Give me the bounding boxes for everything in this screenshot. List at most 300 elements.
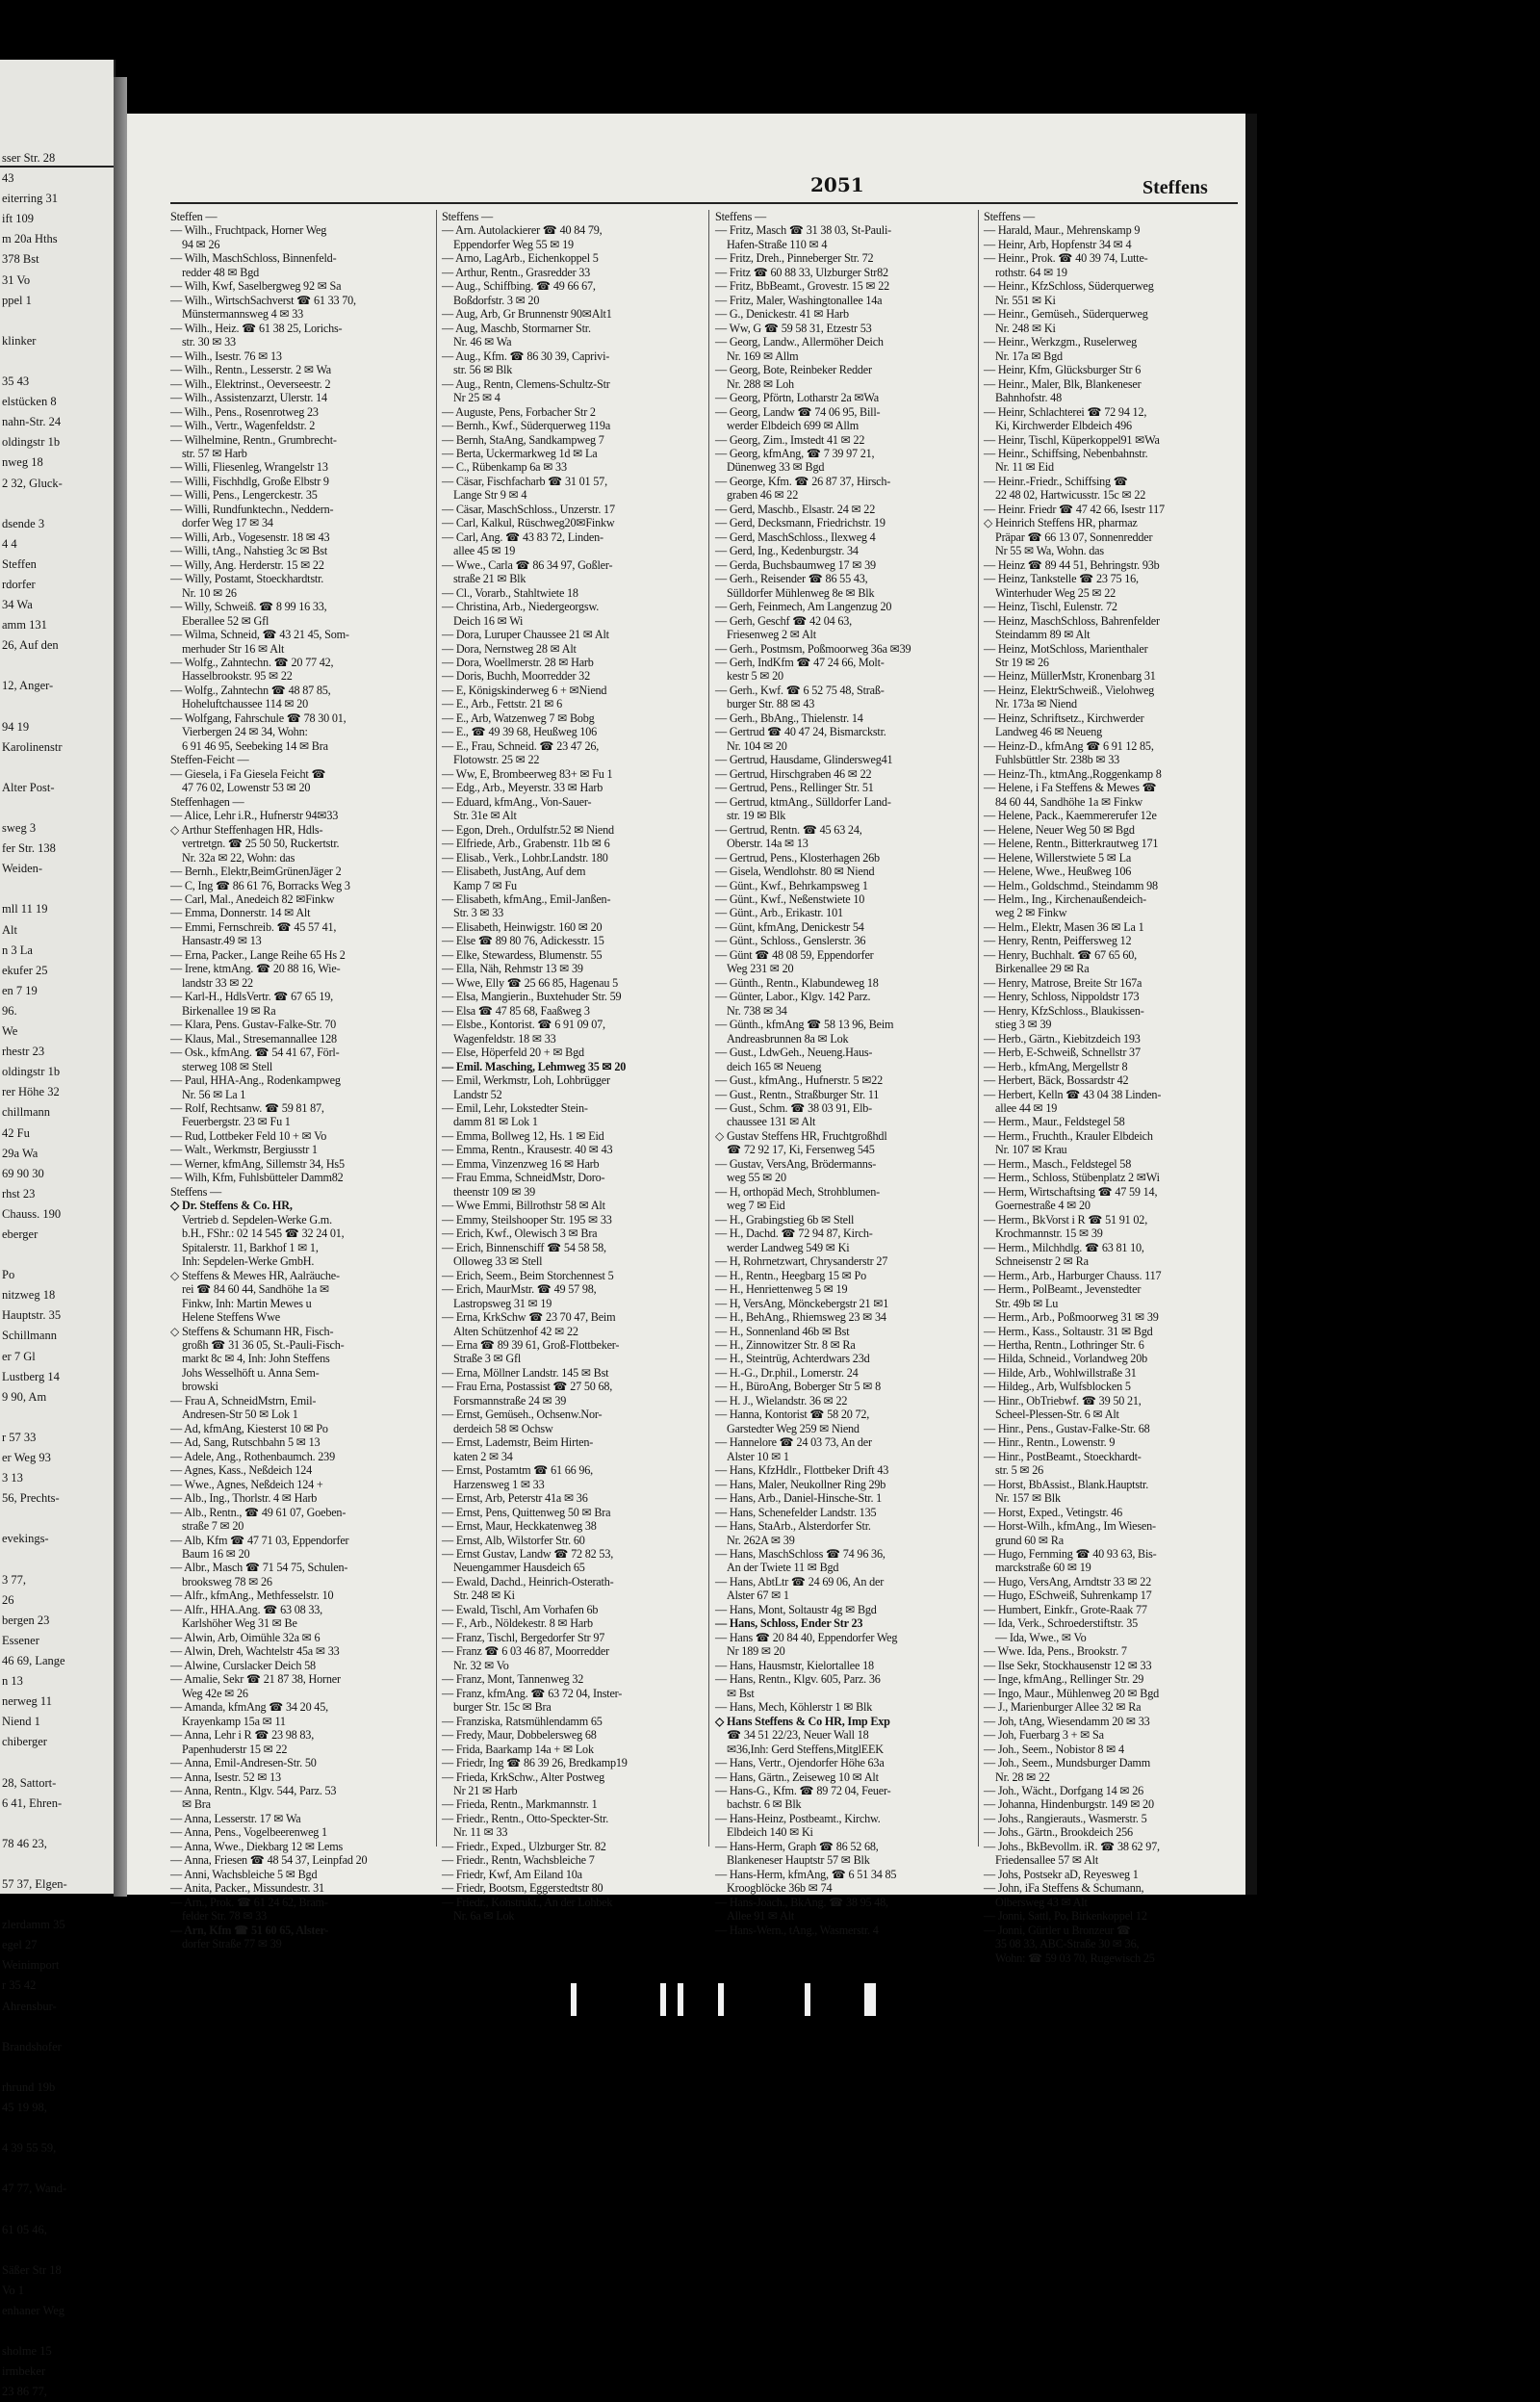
- directory-entry-line: — Eduard, kfmAng., Von-Sauer-: [442, 794, 592, 809]
- directory-entry-line: Kroogblöcke 36b ✉ 74: [727, 1881, 833, 1896]
- directory-entry-line: — Ernst, Lademstr, Beim Hirten-: [442, 1435, 594, 1450]
- directory-entry-line: — H, orthopäd Mech, Strohblumen-: [715, 1184, 880, 1199]
- left-fragment-line: [0, 1854, 67, 1874]
- left-fragment-line: [0, 798, 67, 818]
- left-fragment-line: [0, 1549, 67, 1569]
- directory-entry-line: — George, Kfm. ☎ 26 87 37, Hirsch-: [715, 474, 891, 488]
- left-page-fragment: [0, 60, 116, 2399]
- directory-entry-line: — Gerh., BbAng., Thielenstr. 14: [715, 710, 863, 725]
- left-fragment-line: ekufer 25: [2, 963, 48, 977]
- directory-entry-line: Nr 25 ✉ 4: [453, 391, 500, 405]
- directory-entry-line: Alten Schützenhof 42 ✉ 22: [453, 1324, 578, 1338]
- section-heading: Steffenhagen —: [170, 794, 244, 809]
- directory-entry-line: — Willi, Fliesenleg, Wrangelstr 13: [170, 460, 328, 475]
- directory-entry-line: burger Str. 88 ✉ 43: [727, 697, 815, 711]
- directory-entry-line: — Inge, kfmAng., Rellinger Str. 29: [984, 1672, 1144, 1687]
- section-heading: Steffens —: [984, 210, 1035, 223]
- directory-entry-line: — Heinz ☎ 89 44 51, Behringstr. 93b: [984, 557, 1160, 572]
- left-fragment-line: Ahrensbur-: [2, 1999, 57, 2013]
- left-fragment-line: 42 Fu: [2, 1125, 30, 1140]
- directory-entry-line: 94 ✉ 26: [182, 237, 220, 251]
- directory-entry-line: Schneisenstr 2 ✉ Ra: [995, 1254, 1089, 1269]
- directory-entry-line: — Erna, Möllner Landstr. 145 ✉ Bst: [442, 1365, 609, 1380]
- left-fragment-line: 69 90 30: [2, 1166, 44, 1180]
- directory-entry-line: — H., Sonnenland 46b ✉ Bst: [715, 1324, 850, 1338]
- directory-entry-line: — Günth., kfmAng ☎ 58 13 96, Beim: [715, 1018, 894, 1032]
- directory-entry-line: — H, VersAng, Mönckebergstr 21 ✉1: [715, 1296, 889, 1310]
- left-fragment-line: 61 05 46,: [2, 2222, 47, 2236]
- directory-entry-line: Nr 189 ✉ 20: [727, 1644, 785, 1659]
- directory-entry-line: — Helm., Goldschmd., Steindamm 98: [984, 878, 1158, 892]
- directory-entry-line: — Anna, Emil-Andresen-Str. 50: [170, 1756, 317, 1770]
- directory-entry-line: Dünenweg 33 ✉ Bgd: [727, 460, 825, 475]
- directory-entry-line: — Heinr., Werkzgm., Ruselerweg: [984, 335, 1137, 349]
- left-fragment-line: [0, 311, 67, 331]
- directory-entry-line: — Hans-Wern., tAng., Wasmerstr. 4: [715, 1923, 879, 1937]
- directory-entry-line: — Bernh., Elektr,BeimGrünenJäger 2: [170, 865, 342, 879]
- directory-entry-line: Feuerbergstr. 23 ✉ Fu 1: [182, 1115, 291, 1129]
- directory-entry-line: Wohn: ☎ 59 03 70, Rugewisch 25: [995, 1950, 1155, 1965]
- directory-entry-line: — Ww, G ☎ 59 58 31, Etzestr 53: [715, 321, 872, 335]
- directory-entry-line: Nr. 32 ✉ Vo: [453, 1658, 509, 1672]
- directory-entry-line: — Wilma, Schneid, ☎ 43 21 45, Som-: [170, 628, 349, 642]
- directory-entry-line: deich 165 ✉ Neueng: [727, 1059, 822, 1073]
- directory-entry-line: theenstr 109 ✉ 39: [453, 1184, 536, 1199]
- directory-column-2: [442, 210, 704, 1924]
- left-fragment-line: [0, 758, 67, 778]
- directory-entry-line: — G., Denickestr. 41 ✉ Harb: [715, 307, 849, 322]
- left-fragment-line: 29a Wa: [2, 1146, 38, 1160]
- directory-entry-line: — H., Rentn., Heegbarg 15 ✉ Po: [715, 1268, 866, 1282]
- directory-entry-line: — Gisela, Wendlohstr. 80 ✉ Niend: [715, 865, 875, 879]
- directory-entry-line: — Hans-Joach., BkAng. ☎ 38 95 48,: [715, 1895, 888, 1909]
- directory-entry-line: — Günt., Kwf., Neßenstwiete 10: [715, 891, 865, 906]
- left-fragment-line: [0, 2321, 67, 2341]
- directory-entry-line: — Gust., kfmAng., Hufnerstr. 5 ✉22: [715, 1073, 884, 1088]
- directory-entry-line: Deich 16 ✉ Wi: [453, 613, 524, 628]
- directory-entry-line: — Willi, Arb., Vogesenstr. 18 ✉ 43: [170, 529, 330, 544]
- directory-entry-line: katen 2 ✉ 34: [453, 1449, 513, 1463]
- scan-edge: [1245, 114, 1257, 1895]
- directory-entry-line: — Erich, Kwf., Olewisch 3 ✉ Bra: [442, 1227, 598, 1241]
- directory-entry-line: — Willi, Pens., Lengerckestr. 35: [170, 488, 318, 503]
- directory-entry-line: — Jonni, Gürtler u Bronzeur ☎: [984, 1923, 1131, 1937]
- directory-entry-line: — Ernst, Postamtm ☎ 61 66 96,: [442, 1463, 593, 1478]
- directory-entry-line: — Paul, HHA-Ang., Rodenkampweg: [170, 1073, 341, 1088]
- directory-entry-line: — Herb., kfmAng, Mergellstr 8: [984, 1059, 1128, 1073]
- directory-entry-line: — Dora, Nernstweg 28 ✉ Alt: [442, 641, 577, 656]
- running-head: Steffens: [1142, 177, 1208, 198]
- directory-entry-line: — Gerd, MaschSchloss., Ilexweg 4: [715, 529, 876, 544]
- directory-entry-line: Landstr 52: [453, 1087, 502, 1101]
- left-fragment-line: 94 19: [2, 719, 30, 734]
- directory-entry-line: Papenhuderstr 15 ✉ 22: [182, 1742, 288, 1756]
- directory-entry-line: Hasselbrookstr. 95 ✉ 22: [182, 669, 293, 684]
- directory-entry-line: — Aug., Kfm. ☎ 86 30 39, Caprivi-: [442, 349, 610, 363]
- directory-entry-line: — Hans-G., Kfm. ☎ 89 72 04, Feuer-: [715, 1783, 891, 1797]
- directory-entry-line: — Günt., Kwf., Behrkampsweg 1: [715, 878, 868, 892]
- directory-entry-line: — E, Königskinderweg 6 + ✉Niend: [442, 683, 607, 697]
- directory-entry-line: Karlshöher Weg 31 ✉ Be: [182, 1616, 297, 1631]
- directory-entry-line: — Giesela, i Fa Giesela Feicht ☎: [170, 766, 326, 781]
- directory-entry-line: — Aug., Schiffbing. ☎ 49 66 67,: [442, 279, 596, 294]
- directory-entry-line: sterweg 108 ✉ Stell: [182, 1059, 273, 1073]
- directory-entry-line: Fuhlsbüttler Str. 238b ✉ 33: [995, 753, 1120, 767]
- left-fragment-line: Säßer Str 18: [2, 2262, 62, 2277]
- directory-entry-line: — J., Marienburger Allee 32 ✉ Ra: [984, 1700, 1142, 1715]
- left-fragment-line: rhestr 23: [2, 1045, 45, 1059]
- left-fragment-line: Steffen: [2, 556, 37, 571]
- directory-entry-line: — Herm., Arb., Harburger Chauss. 117: [984, 1268, 1162, 1282]
- directory-entry-line: — Gertrud, Rentn. ☎ 45 63 24,: [715, 822, 862, 837]
- directory-entry-line: — Herm., Kass., Soltaustr. 31 ✉ Bgd: [984, 1324, 1153, 1338]
- directory-entry-line: — Friedr, Kwf, Am Eiland 10a: [442, 1867, 582, 1881]
- directory-entry-line: — Herm., Masch., Feldstegel 58: [984, 1156, 1132, 1171]
- directory-entry-line: — Frida, Baarkamp 14a + ✉ Lok: [442, 1742, 594, 1756]
- directory-entry-line: graben 46 ✉ 22: [727, 488, 799, 503]
- directory-entry-line: Flotowstr. 25 ✉ 22: [453, 753, 540, 767]
- scanner-mark: [718, 1983, 724, 2016]
- directory-entry-line: ◇ Hans Steffens & Co HR, Imp Exp: [715, 1714, 890, 1728]
- directory-entry-line: allee 44 ✉ 19: [995, 1101, 1058, 1115]
- directory-entry-line: b.H., FShr.: 02 14 545 ☎ 32 24 01,: [182, 1227, 345, 1241]
- left-fragment-line: [0, 1752, 67, 1772]
- directory-entry-line: ☎ 34 51 22/23, Neuer Wall 18: [727, 1728, 869, 1743]
- directory-entry-line: — Joh., Seem., Mundsburger Damm: [984, 1756, 1150, 1770]
- directory-entry-line: — Wolfg., Zahntechn ☎ 48 87 85,: [170, 683, 331, 697]
- directory-entry-line: — Elsbe., Kontorist. ☎ 6 91 09 07,: [442, 1018, 605, 1032]
- directory-entry-line: Präpar ☎ 66 13 07, Sonnenredder: [995, 529, 1153, 544]
- directory-entry-line: Andresen-Str 50 ✉ Lok 1: [182, 1408, 298, 1422]
- directory-entry-line: — Berta, Uckermarkweg 1d ✉ La: [442, 446, 598, 460]
- left-fragment-line: 4 4: [2, 536, 17, 551]
- directory-entry-line: — Herm., Arb., Poßmoorweg 31 ✉ 39: [984, 1310, 1159, 1325]
- directory-entry-line: ◇ Steffens & Mewes HR, Aalräuche-: [170, 1268, 340, 1282]
- left-fragment-line: eberger: [2, 1227, 38, 1241]
- directory-entry-line: Landweg 46 ✉ Neueng: [995, 725, 1102, 739]
- left-fragment-line: 35 43: [2, 375, 30, 389]
- directory-entry-line: — Emma, Vinzenzweg 16 ✉ Harb: [442, 1156, 600, 1171]
- directory-entry-line: — Alfr., kfmAng., Methfesselstr. 10: [170, 1588, 334, 1603]
- directory-entry-line: — Gerh., Postmsm, Poßmoorweg 36a ✉39: [715, 641, 911, 656]
- directory-entry-line: — Hans, StaArb., Alsterdorfer Str.: [715, 1519, 871, 1534]
- directory-entry-line: — Franz, Mont, Tannenweg 32: [442, 1672, 584, 1687]
- left-fragment-line: Karolinenstr: [2, 739, 63, 754]
- directory-entry-line: Birkenallee 19 ✉ Ra: [182, 1003, 276, 1018]
- directory-entry-line: — Anita, Packer., Missundestr. 31: [170, 1881, 324, 1896]
- directory-entry-line: Alster 10 ✉ 1: [727, 1449, 789, 1463]
- section-heading: Steffens —: [170, 1184, 221, 1199]
- left-fragment-line: elstücken 8: [2, 395, 57, 409]
- directory-entry-line: — Georg, Landw., Allermöher Deich: [715, 335, 884, 349]
- directory-entry-line: — Edg., Arb., Meyerstr. 33 ✉ Harb: [442, 781, 603, 795]
- directory-entry-line: — Franz, Tischl, Bergedorfer Str 97: [442, 1630, 605, 1644]
- directory-entry-line: — Carl, Mal., Anedeich 82 ✉Finkw: [170, 891, 335, 906]
- left-fragment-line: [0, 2118, 67, 2138]
- directory-entry-line: — Albr., Masch ☎ 71 54 75, Schulen-: [170, 1561, 348, 1575]
- left-fragment-line: Vo 1: [2, 2283, 25, 2297]
- directory-entry-line: — Fritz, Dreh., Pinneberger Str. 72: [715, 251, 874, 266]
- directory-entry-line: — H., BüroAng, Boberger Str 5 ✉ 8: [715, 1380, 881, 1394]
- left-fragment-line: Po: [2, 1268, 15, 1282]
- directory-entry-line: — Hans, KfzHdlr., Flottbeker Drift 43: [715, 1463, 889, 1478]
- directory-entry-line: Kamp 7 ✉ Fu: [453, 878, 517, 892]
- left-fragment-line: rer Höhe 32: [2, 1085, 60, 1099]
- left-fragment-line: 9 90, Am: [2, 1389, 47, 1404]
- left-fragment-line: irmbeker: [2, 2364, 46, 2379]
- directory-entry-line: landstr 33 ✉ 22: [182, 975, 253, 990]
- directory-entry-line: straße 7 ✉ 20: [182, 1519, 244, 1534]
- column-divider: [436, 210, 437, 1847]
- directory-entry-line: Birkenallee 29 ✉ Ra: [995, 962, 1090, 976]
- directory-entry-line: werder Landweg 549 ✉ Ki: [727, 1240, 850, 1254]
- directory-entry-line: — Heinz, Schriftsetz., Kirchwerder: [984, 710, 1144, 725]
- left-page-text: [0, 148, 67, 2402]
- directory-entry-line: — Ernst, Pens, Quittenweg 50 ✉ Bra: [442, 1505, 611, 1519]
- directory-entry-line: marckstraße 60 ✉ 19: [995, 1561, 1091, 1575]
- directory-entry-line: — Harald, Maur., Mehrenskamp 9: [984, 223, 1141, 238]
- directory-entry-line: str. 56 ✉ Blk: [453, 363, 513, 377]
- left-fragment-line: nerweg 11: [2, 1694, 52, 1709]
- directory-entry-line: — Rud, Lottbeker Feld 10 + ✉ Vo: [170, 1128, 327, 1143]
- directory-entry-line: — Elisabeth, kfmAng., Emil-Janßen-: [442, 891, 611, 906]
- directory-entry-line: — Aug, Arb, Gr Brunnenstr 90✉Alt1: [442, 307, 612, 322]
- left-fragment-line: 23 86 77,: [2, 2385, 47, 2399]
- directory-entry-line: Nr 55 ✉ Wa, Wohn. das: [995, 544, 1104, 558]
- directory-entry-line: — Anna, Pens., Vogelbeerenweg 1: [170, 1825, 327, 1840]
- directory-entry-line: — Heinz, MotSchloss, Marienthaler: [984, 641, 1148, 656]
- directory-entry-line: Johs Wesselhöft u. Anna Sem-: [182, 1365, 320, 1380]
- directory-entry-line: — Frieda, KrkSchw., Alter Postweg: [442, 1769, 604, 1784]
- left-fragment-line: Hauptstr. 35: [2, 1308, 62, 1323]
- directory-entry-line: — Gerh, Geschf ☎ 42 04 63,: [715, 613, 852, 628]
- directory-entry-line: — Erich, Seem., Beim Storchennest 5: [442, 1268, 614, 1282]
- directory-entry-line: — Wilh, MaschSchloss, Binnenfeld-: [170, 251, 337, 266]
- directory-entry-line: — Rolf, Rechtsanw. ☎ 59 81 87,: [170, 1101, 324, 1115]
- directory-entry-line: — Dora, Luruper Chaussee 21 ✉ Alt: [442, 628, 609, 642]
- left-fragment-line: rdorfer: [2, 577, 36, 591]
- left-fragment-line: 378 Bst: [2, 252, 39, 267]
- directory-entry-line: Eppendorfer Weg 55 ✉ 19: [453, 237, 574, 251]
- directory-entry-line: Neuengammer Hausdeich 65: [453, 1561, 585, 1575]
- directory-entry-line: Krochmannstr. 15 ✉ 39: [995, 1227, 1103, 1241]
- directory-entry-line: — Günter, Labor., Klgv. 142 Parz.: [715, 990, 871, 1004]
- directory-entry-line: Finkw, Inh: Martin Mewes u: [182, 1296, 312, 1310]
- directory-entry-line: — Ida, Verk., Schroederstiftstr. 35: [984, 1616, 1138, 1631]
- directory-entry-line: — E., Arb., Fettstr. 21 ✉ 6: [442, 697, 562, 711]
- directory-entry-line: Nr. 11 ✉ Eid: [995, 460, 1054, 475]
- directory-entry-line: — Bernh., Kwf., Süderquerweg 119a: [442, 419, 611, 433]
- directory-entry-line: — Cl., Vorarb., Stahltwiete 18: [442, 585, 578, 600]
- directory-entry-line: großh ☎ 31 36 05, St.-Pauli-Fisch-: [182, 1337, 345, 1352]
- directory-entry-line: — Arn., Prok. ☎ 61 24 62, Bram-: [170, 1895, 328, 1909]
- directory-entry-line: — Heinr, Kfm, Glücksburger Str 6: [984, 363, 1142, 377]
- directory-entry-line: — Friedr., Konstrukt., An der Lohbek: [442, 1895, 613, 1909]
- directory-entry-line: — Hans, Vertr., Ojendorfer Höhe 63a: [715, 1756, 885, 1770]
- directory-entry-line: straße 21 ✉ Blk: [453, 572, 526, 586]
- directory-entry-line: — Anna, Rentn., Klgv. 544, Parz. 53: [170, 1783, 337, 1797]
- left-fragment-line: n 13: [2, 1674, 23, 1689]
- directory-entry-line: — Cäsar, MaschSchloss., Unzerstr. 17: [442, 502, 615, 516]
- directory-entry-line: — Hilde, Arb., Wohlwillstraße 31: [984, 1365, 1137, 1380]
- left-fragment-line: dsende 3: [2, 516, 45, 530]
- left-fragment-line: Alt: [2, 922, 17, 937]
- scanner-mark: [870, 1983, 876, 2016]
- directory-entry-line: — Heinz, Tischl, Eulenstr. 72: [984, 600, 1117, 614]
- directory-entry-line: — Georg, Zim., Imstedt 41 ✉ 22: [715, 432, 865, 447]
- directory-entry-line: — Ida, Wwe., ✉ Vo: [995, 1630, 1087, 1644]
- directory-entry-line: Friedensallee 57 ✉ Alt: [995, 1853, 1099, 1868]
- left-fragment-line: 47 77, Wand-: [2, 2182, 67, 2196]
- directory-entry-line: werder Elbdeich 699 ✉ Allm: [727, 419, 860, 433]
- directory-entry-line: — Friedr., Rentn, Wachsbleiche 7: [442, 1853, 595, 1868]
- left-fragment-line: 56, Prechts-: [2, 1491, 60, 1506]
- directory-entry-line: — Johs., Gärtn., Brookdeich 256: [984, 1825, 1133, 1840]
- directory-entry-line: Andreasbrunnen 8a ✉ Lok: [727, 1031, 849, 1046]
- directory-entry-line: — Anna, Lehr i R ☎ 23 98 83,: [170, 1728, 315, 1743]
- directory-entry-line: — Ewald, Tischl, Am Vorhafen 6b: [442, 1602, 599, 1616]
- directory-column-3: [715, 210, 977, 1937]
- left-fragment-line: eiterring 31: [2, 192, 58, 206]
- directory-entry-line: — Georg, kfmAng, ☎ 7 39 97 21,: [715, 446, 875, 460]
- directory-entry-line: redder 48 ✉ Bgd: [182, 265, 259, 279]
- directory-entry-line: — Heinr, Schlachterei ☎ 72 94 12,: [984, 404, 1147, 419]
- directory-entry-line: — Gerd, Decksmann, Friedrichstr. 19: [715, 516, 886, 530]
- directory-entry-line: Olbersweg 43 ✉ Alt: [995, 1895, 1088, 1909]
- directory-entry-line: ✉36,Inh: Gerd Steffens,MitglEEK: [727, 1742, 884, 1756]
- directory-entry-line: Str. 3 ✉ 33: [453, 906, 504, 920]
- directory-entry-line: chaussee 131 ✉ Alt: [727, 1115, 816, 1129]
- directory-entry-line: — Heinr., Prok. ☎ 40 39 74, Lutte-: [984, 251, 1148, 266]
- left-fragment-line: en 7 19: [2, 983, 38, 997]
- directory-entry-line: — Bernh, StaAng, Sandkampweg 7: [442, 432, 604, 447]
- directory-entry-line: — Georg, Pförtn, Lotharstr 2a ✉Wa: [715, 391, 879, 405]
- directory-entry-line: — Auguste, Pens, Forbacher Str 2: [442, 404, 596, 419]
- directory-entry-line: — Henry, Rentn, Peiffersweg 12: [984, 934, 1132, 948]
- left-fragment-line: 31 Vo: [2, 272, 31, 287]
- directory-entry-line: — Ingo, Maur., Mühlenweg 20 ✉ Bgd: [984, 1686, 1160, 1700]
- left-fragment-line: 6 41, Ehren-: [2, 1795, 63, 1810]
- directory-entry-line: Baum 16 ✉ 20: [182, 1547, 250, 1561]
- directory-entry-line: — H., Zinnowitzer Str. 8 ✉ Ra: [715, 1337, 856, 1352]
- left-fragment-line: Niend 1: [2, 1715, 40, 1729]
- directory-entry-line: — H., Grabingstieg 6b ✉ Stell: [715, 1212, 855, 1227]
- directory-entry-line: — Hans, Schloss, Ender Str 23: [715, 1616, 863, 1631]
- directory-entry-line: — Cäsar, Fischfacharb ☎ 31 01 57,: [442, 474, 607, 488]
- directory-entry-line: — Anna, Lesserstr. 17 ✉ Wa: [170, 1811, 301, 1825]
- directory-entry-line: Weg 42e ✉ 26: [182, 1686, 248, 1700]
- section-heading: Steffen —: [170, 210, 218, 223]
- directory-entry-line: str. 19 ✉ Blk: [727, 809, 786, 823]
- directory-entry-line: — Hugo, VersAng, Arndtstr 33 ✉ 22: [984, 1574, 1152, 1588]
- left-fragment-line: [0, 879, 67, 899]
- directory-entry-line: — Frau Erna, Postassist ☎ 27 50 68,: [442, 1380, 613, 1394]
- directory-entry-line: — Gerh., Reisender ☎ 86 55 43,: [715, 572, 868, 586]
- directory-entry-line: — Emma, Rentn., Krausestr. 40 ✉ 43: [442, 1143, 613, 1157]
- left-fragment-line: 2 32, Gluck-: [2, 476, 63, 490]
- directory-entry-line: Harzensweg 1 ✉ 33: [453, 1477, 545, 1491]
- directory-entry-line: Helene Steffens Wwe: [182, 1310, 281, 1325]
- left-fragment-line: klinker: [2, 333, 37, 348]
- directory-entry-line: Goernestraße 4 ✉ 20: [995, 1199, 1091, 1213]
- directory-entry-line: — Friedr., Exped., Ulzburger Str. 82: [442, 1839, 606, 1853]
- directory-entry-line: Friesenweg 2 ✉ Alt: [727, 628, 816, 642]
- directory-entry-line: — H., Dachd. ☎ 72 94 87, Kirch-: [715, 1227, 873, 1241]
- directory-entry-line: Nr. 28 ✉ 22: [995, 1769, 1050, 1784]
- directory-entry-line: — Günt, kfmAng, Denickestr 54: [715, 919, 864, 934]
- directory-entry-line: — Arn, Kfm ☎ 51 60 65, Alster-: [170, 1923, 329, 1937]
- left-fragment-line: oldingstr 1b: [2, 435, 61, 450]
- directory-entry-line: Krayenkamp 15a ✉ 11: [182, 1714, 286, 1728]
- directory-entry-line: Garstedter Weg 259 ✉ Niend: [727, 1421, 860, 1435]
- directory-entry-line: weg 2 ✉ Finkw: [995, 906, 1067, 920]
- directory-entry-line: — Erna ☎ 89 39 61, Groß-Flottbeker-: [442, 1337, 620, 1352]
- directory-entry-line: Hansastr.49 ✉ 13: [182, 934, 262, 948]
- directory-entry-line: — Walt., Werkmstr, Bergiusstr 1: [170, 1143, 318, 1157]
- directory-entry-line: — Franz, kfmAng. ☎ 63 72 04, Inster-: [442, 1686, 623, 1700]
- left-fragment-line: Alter Post-: [2, 780, 55, 794]
- directory-entry-line: — Franz ☎ 6 03 46 87, Moorredder: [442, 1644, 609, 1659]
- left-fragment-line: [0, 2199, 67, 2219]
- directory-entry-line: Nr. 10 ✉ 26: [182, 585, 237, 600]
- directory-entry-line: — Frau A, SchneidMstrn, Emil-: [170, 1393, 317, 1408]
- directory-entry-line: — Wilh., Heiz. ☎ 61 38 25, Lorichs-: [170, 321, 343, 335]
- directory-entry-line: — Helene, Pack., Kaemmererufer 12e: [984, 809, 1157, 823]
- directory-entry-line: Boßdorfstr. 3 ✉ 20: [453, 293, 540, 307]
- directory-entry-line: — Klara, Pens. Gustav-Falke-Str. 70: [170, 1018, 337, 1032]
- left-fragment-line: nweg 18: [2, 455, 43, 470]
- directory-entry-line: ◇ Dr. Steffens & Co. HR,: [170, 1199, 293, 1213]
- directory-entry-line: Nr. 157 ✉ Blk: [995, 1491, 1061, 1506]
- directory-entry-line: — Gust., Rentn., Straßburger Str. 11: [715, 1087, 880, 1101]
- directory-entry-line: — Gerd, Ing., Kedenburgstr. 34: [715, 544, 859, 558]
- directory-entry-line: — Heinz, MaschSchloss, Bahrenfelder: [984, 613, 1160, 628]
- directory-entry-line: merhuder Str 16 ✉ Alt: [182, 641, 285, 656]
- directory-entry-line: — Arn. Autolackierer ☎ 40 84 79,: [442, 223, 603, 238]
- directory-entry-line: — Wilhelmine, Rentn., Grumbrecht-: [170, 432, 337, 447]
- directory-entry-line: — Aug., Rentn, Clemens-Schultz-Str: [442, 376, 610, 391]
- directory-entry-line: — Helm., Elektr, Masen 36 ✉ La 1: [984, 919, 1144, 934]
- directory-entry-line: — Willi, tAng., Nahstieg 3c ✉ Bst: [170, 544, 328, 558]
- directory-entry-line: — Alwine, Curslacker Deich 58: [170, 1658, 316, 1672]
- directory-entry-line: — Joh., Seem., Nobistor 8 ✉ 4: [984, 1742, 1124, 1756]
- directory-entry-line: Nr. 6a ✉ Lok: [453, 1909, 515, 1924]
- directory-entry-line: — Joh., Wächt., Dorfgang 14 ✉ 26: [984, 1783, 1144, 1797]
- directory-entry-line: rei ☎ 84 60 44, Sandhöhe 1a ✉: [182, 1282, 329, 1297]
- directory-entry-line: — Elsa, Mangierin., Buxtehuder Str. 59: [442, 990, 622, 1004]
- directory-entry-line: — Ad, Sang, Rutschbahn 5 ✉ 13: [170, 1435, 321, 1450]
- directory-entry-line: Olloweg 33 ✉ Stell: [453, 1254, 543, 1269]
- directory-entry-line: — Hinr., Rentn., Lowenstr. 9: [984, 1435, 1116, 1450]
- directory-entry-line: — Henry, Buchhalt. ☎ 67 65 60,: [984, 947, 1138, 962]
- left-fragment-line: 78 46 23,: [2, 1836, 47, 1850]
- directory-entry-line: — Wwe., Agnes, Neßdeich 124 +: [170, 1477, 323, 1491]
- left-fragment-line: Weinimport: [2, 1958, 60, 1973]
- directory-entry-line: Hoheluftchaussee 114 ✉ 20: [182, 697, 309, 711]
- directory-entry-line: — Ww, E, Brombeerweg 83+ ✉ Fu 1: [442, 766, 613, 781]
- directory-entry-line: vertretgn. ☎ 25 50 50, Ruckertstr.: [182, 837, 340, 851]
- left-fragment-line: 3 13: [2, 1471, 23, 1485]
- left-fragment-line: n 3 La: [2, 943, 33, 957]
- directory-entry-line: Vierbergen 24 ✉ 34, Wohn:: [182, 725, 308, 739]
- directory-entry-line: — Elisabeth, JustAng, Auf dem: [442, 865, 586, 879]
- section-heading: Steffens —: [715, 210, 766, 223]
- directory-entry-line: — Elfriede, Arb., Grabenstr. 11b ✉ 6: [442, 837, 610, 851]
- directory-entry-line: — Gertrud, Hirschgraben 46 ✉ 22: [715, 766, 872, 781]
- directory-entry-line: — Hannelore ☎ 24 03 73, An der: [715, 1435, 872, 1450]
- directory-entry-line: — Heinr., Schiffsing, Nebenbahnstr.: [984, 446, 1148, 460]
- directory-entry-line: — Anni, Wachsbleiche 5 ✉ Bgd: [170, 1867, 318, 1881]
